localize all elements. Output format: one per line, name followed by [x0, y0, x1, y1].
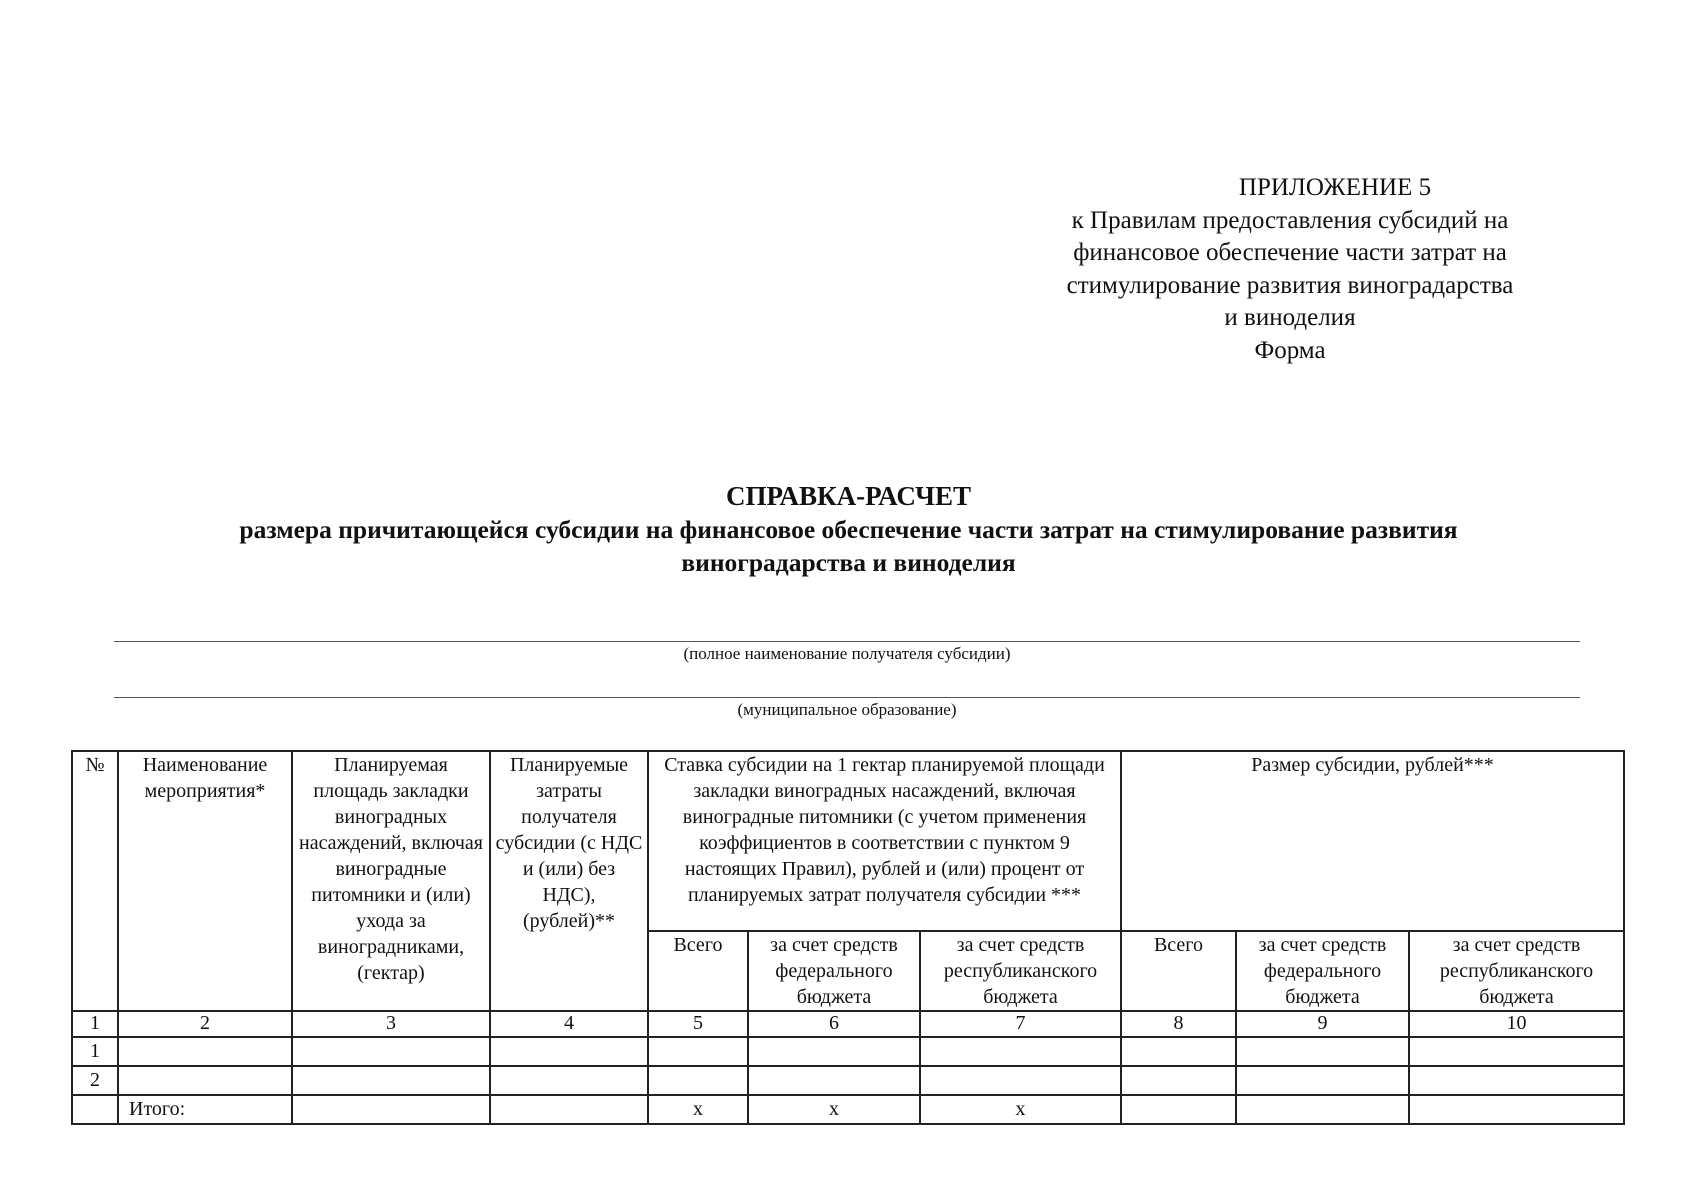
table-cell[interactable] — [920, 1037, 1121, 1066]
column-number: 9 — [1236, 1011, 1409, 1037]
table-cell[interactable] — [292, 1066, 490, 1095]
table-cell[interactable] — [490, 1095, 648, 1124]
title-sub: виноградарства и виноделия — [681, 548, 1016, 577]
header-rate: Ставка субсидии на 1 гектар планируемой площади закладки виноградных насаждений, включая виноградные питомники (с учетом применения коэффициентов в соответствии с пунктом 9 настоящих Правил), рублей и (или) процент от планируемых затрат получателя субсидии *** — [648, 751, 1121, 931]
document-title — [0, 480, 1697, 579]
table-cell[interactable] — [1409, 1037, 1624, 1066]
total-label: Итого: — [118, 1095, 292, 1124]
subheader-rate-republic: за счет средств республиканского бюджета — [920, 931, 1121, 1011]
title-main: СПРАВКА-РАСЧЕТ — [726, 481, 971, 511]
appendix-ref-line: стимулирование развития виноградарства — [1066, 271, 1514, 299]
table-cell[interactable] — [1236, 1037, 1409, 1066]
total-row — [72, 1095, 1624, 1124]
not-applicable-mark: х — [920, 1095, 1121, 1124]
table-cell[interactable] — [292, 1037, 490, 1066]
column-number-row — [72, 1011, 1624, 1037]
table-cell[interactable] — [118, 1066, 292, 1095]
header-costs: Планируемые затраты получателя субсидии (с НДС и (или) без НДС), (рублей)** — [490, 751, 648, 1011]
appendix-ref-line: к Правилам предоставления субсидий на — [1071, 206, 1509, 234]
column-number: 1 — [72, 1011, 118, 1037]
calculation-table — [71, 750, 1625, 1125]
table-cell[interactable] — [1121, 1095, 1236, 1124]
subheader-amount-republic: за счет средств республиканского бюджета — [1409, 931, 1624, 1011]
table-cell[interactable] — [490, 1037, 648, 1066]
appendix-header — [1010, 172, 1570, 367]
recipient-line — [114, 641, 1580, 642]
table-cell[interactable] — [1236, 1066, 1409, 1095]
table-cell[interactable] — [920, 1066, 1121, 1095]
column-number: 7 — [920, 1011, 1121, 1037]
table-row — [72, 1037, 1624, 1066]
appendix-ref-line: и виноделия — [1224, 304, 1356, 331]
table-cell[interactable] — [490, 1066, 648, 1095]
table-cell[interactable] — [748, 1037, 920, 1066]
subheader-amount-federal: за счет средств федерального бюджета — [1236, 931, 1409, 1011]
form-label: Форма — [1254, 336, 1326, 364]
table-cell[interactable] — [1409, 1095, 1624, 1124]
header-activity: Наименование мероприятия* — [118, 751, 292, 1011]
row-number: 1 — [72, 1037, 118, 1066]
column-number: 8 — [1121, 1011, 1236, 1037]
column-number: 2 — [118, 1011, 292, 1037]
table-cell[interactable] — [1121, 1066, 1236, 1095]
column-number: 5 — [648, 1011, 748, 1037]
not-applicable-mark: х — [748, 1095, 920, 1124]
table-cell[interactable] — [118, 1037, 292, 1066]
municipality-line — [114, 697, 1580, 698]
column-number: 10 — [1409, 1011, 1624, 1037]
table-row — [72, 1066, 1624, 1095]
row-number: 2 — [72, 1066, 118, 1095]
recipient-caption: (полное наименование получателя субсидии) — [683, 644, 1011, 663]
not-applicable-mark: х — [648, 1095, 748, 1124]
subheader-rate-federal: за счет средств федерального бюджета — [748, 931, 920, 1011]
table-cell[interactable] — [748, 1066, 920, 1095]
table-cell — [72, 1095, 118, 1124]
header-no: № — [72, 751, 118, 1011]
subheader-amount-total: Всего — [1121, 931, 1236, 1011]
table-cell[interactable] — [1121, 1037, 1236, 1066]
table-cell[interactable] — [1409, 1066, 1624, 1095]
column-number: 3 — [292, 1011, 490, 1037]
title-sub: размера причитающейся субсидии на финансовое обеспечение части затрат на стимулирование развития — [239, 515, 1458, 544]
column-number: 4 — [490, 1011, 648, 1037]
header-row — [72, 751, 1624, 931]
table-cell[interactable] — [648, 1066, 748, 1095]
table-cell[interactable] — [1236, 1095, 1409, 1124]
appendix-ref-line: финансовое обеспечение части затрат на — [1073, 239, 1507, 266]
header-amount: Размер субсидии, рублей*** — [1121, 751, 1624, 931]
header-area: Планируемая площадь закладки виноградных насаждений, включая виноградные питомники и (или) ухода за виноградниками, (гектар) — [292, 751, 490, 1011]
table-cell[interactable] — [648, 1037, 748, 1066]
column-number: 6 — [748, 1011, 920, 1037]
appendix-number: ПРИЛОЖЕНИЕ 5 — [1238, 174, 1432, 201]
municipality-caption: (муниципальное образование) — [737, 700, 957, 719]
table-cell[interactable] — [292, 1095, 490, 1124]
subheader-rate-total: Всего — [648, 931, 748, 1011]
